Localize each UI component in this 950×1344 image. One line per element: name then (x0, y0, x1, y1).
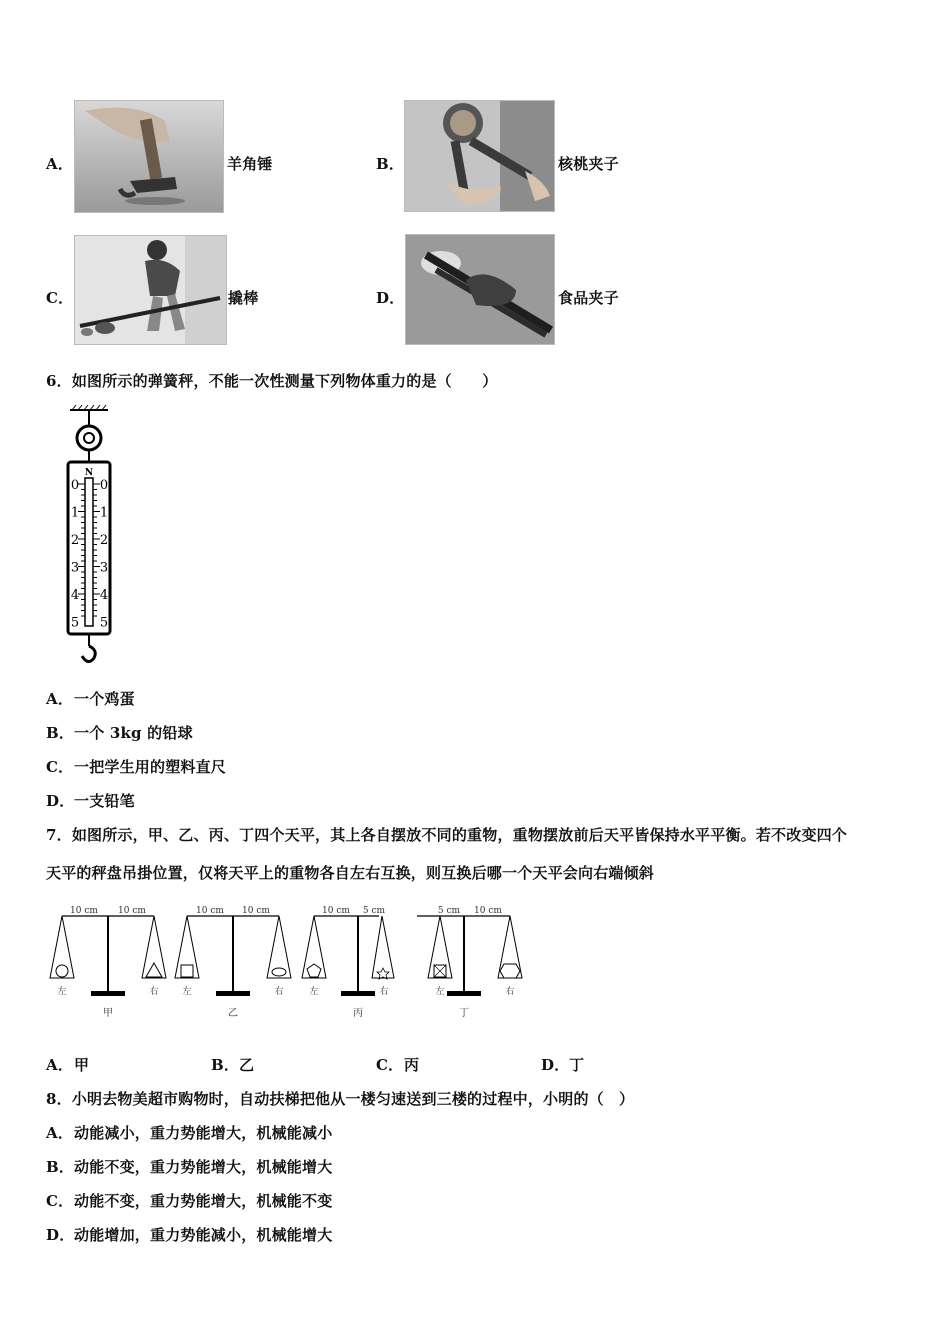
scale-tick-right-4: 4 (99, 588, 109, 603)
ding-name: 丁 (459, 1008, 469, 1019)
jia-right-arm: 10 cm (118, 906, 146, 916)
q6-option-a-text: 一个鸡蛋 (74, 690, 135, 708)
bing-right-label: 右 (379, 987, 389, 997)
scale-tick-left-1: 1 (70, 505, 80, 521)
scale-tick-right-5: 5 (99, 615, 109, 631)
yi-right-arm: 10 cm (242, 906, 270, 916)
scale-tick-left-4: 4 (70, 588, 80, 603)
q5-option-c-label: 撬棒 (228, 289, 259, 307)
q6-option-a-letter: A． (46, 690, 74, 708)
bing-right-arm: 5 cm (362, 906, 386, 916)
q7-option-b-text: 乙 (239, 1056, 255, 1074)
q7-option-c-letter: C． (376, 1056, 404, 1074)
claw-hammer-image (74, 100, 224, 213)
q7-option-b-letter: B． (211, 1056, 240, 1074)
q5-option-a-letter: A． (46, 155, 74, 173)
yi-right-label: 右 (274, 987, 284, 997)
q6-option-b-text: 一个 3kg 的铅球 (74, 724, 193, 742)
scale-tick-left-5: 5 (70, 615, 80, 631)
jia-left-label: 左 (57, 987, 67, 997)
scale-unit-label: N (84, 468, 94, 478)
ding-left-label: 左 (435, 987, 445, 997)
q6-option-c-letter: C． (46, 758, 74, 776)
yi-left-arm: 10 cm (196, 906, 224, 916)
food-tongs-image (405, 234, 555, 345)
bing-name: 丙 (353, 1008, 363, 1019)
balance-yi (175, 906, 291, 1019)
q8-option-a-text: 动能减小，重力势能增大，机械能减小 (74, 1124, 333, 1142)
q8-option-d-text: 动能增加，重力势能减小，机械能增大 (74, 1226, 333, 1244)
q7-option-a-letter: A． (46, 1056, 74, 1074)
scale-tick-left-3: 3 (70, 560, 80, 576)
crowbar-image (74, 235, 227, 345)
scale-tick-left-2: 2 (70, 533, 80, 548)
balance-jia (50, 906, 166, 1019)
q8-option-b-letter: B． (46, 1158, 75, 1176)
q6-option-c-text: 一把学生用的塑料直尺 (74, 758, 227, 776)
q5-option-d-label: 食品夹子 (558, 289, 619, 307)
jia-right-label: 右 (149, 987, 159, 997)
scale-tick-right-2: 2 (99, 533, 109, 548)
q5-option-a-label: 羊角锤 (227, 155, 273, 173)
q5-option-b-letter: B． (376, 155, 405, 173)
scale-tick-right-0: 0 (99, 478, 109, 493)
scale-tick-left-0: 0 (70, 478, 80, 493)
yi-name: 乙 (228, 1008, 238, 1019)
q6-option-d-text: 一支铅笔 (74, 792, 135, 810)
q8-option-c-letter: C． (46, 1192, 74, 1210)
spring-scale-diagram (58, 404, 128, 669)
q8-stem: 8．小明去物美超市购物时，自动扶梯把他从一楼匀速送到三楼的过程中，小明的（ ） (46, 1090, 635, 1108)
q5-option-b-label: 核桃夹子 (558, 155, 619, 173)
ding-right-arm: 10 cm (474, 906, 502, 916)
q7-option-c-text: 丙 (404, 1056, 420, 1074)
q6-option-d-letter: D． (46, 792, 75, 810)
q5-option-d-letter: D． (376, 289, 405, 307)
q8-option-d-letter: D． (46, 1226, 75, 1244)
balance-bing (302, 906, 394, 1019)
bing-left-label: 左 (309, 987, 319, 997)
q7-stem-line1: 7．如图所示，甲、乙、丙、丁四个天平，其上各自摆放不同的重物，重物摆放前后天平皆保持水平平衡。若不改变四个 (46, 826, 848, 844)
yi-left-label: 左 (182, 987, 192, 997)
jia-left-arm: 10 cm (70, 906, 98, 916)
q7-option-a-text: 甲 (74, 1056, 90, 1074)
balances-diagram (44, 900, 534, 1025)
ding-left-arm: 5 cm (437, 906, 461, 916)
walnut-cracker-image (404, 100, 555, 212)
q5-option-c-letter: C． (46, 289, 74, 307)
q7-option-d-text: 丁 (569, 1056, 585, 1074)
jia-name: 甲 (103, 1008, 113, 1019)
ding-right-label: 右 (505, 987, 515, 997)
q6-option-b-letter: B． (46, 724, 75, 742)
scale-tick-right-1: 1 (99, 505, 109, 521)
q7-stem-line2: 天平的秤盘吊掛位置，仅将天平上的重物各自左右互换，则互换后哪一个天平会向右端倾斜 (46, 864, 655, 882)
bing-left-arm: 10 cm (322, 906, 350, 916)
q8-option-a-letter: A． (46, 1124, 74, 1142)
balance-ding (417, 906, 522, 1019)
q8-option-c-text: 动能不变，重力势能增大，机械能不变 (74, 1192, 333, 1210)
q6-stem: 6．如图所示的弹簧秤，不能一次性测量下列物体重力的是（ ） (46, 372, 498, 390)
q8-option-b-text: 动能不变，重力势能增大，机械能增大 (74, 1158, 333, 1176)
q7-option-d-letter: D． (541, 1056, 570, 1074)
scale-tick-right-3: 3 (99, 560, 109, 576)
